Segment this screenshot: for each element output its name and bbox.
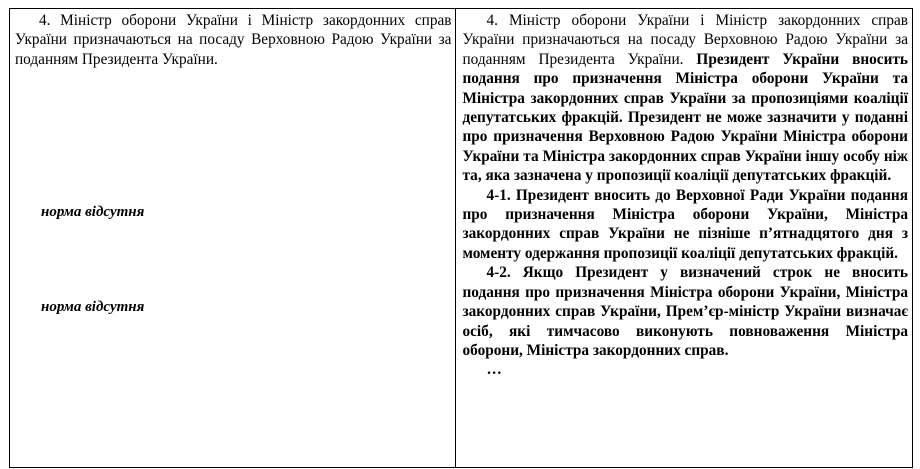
comparison-table	[9, 8, 913, 468]
proposed-paragraph-4-regular: 4. Міністр оборони України і Міністр закордонних справ України призначаються на посаду Верховною Радою України за поданням Президента України.	[462, 12, 908, 68]
proposed-paragraph-4-1: 4-1. Президент вносить до Верховної Ради України подання про призначення Міністра оборони України, Міністра закордонних справ України не пізніше п’ятнадцятого дня з моменту одержання пропозиції коаліції депутатських фракцій.	[462, 186, 908, 262]
ellipsis: …	[486, 361, 502, 379]
norm-absent-label: норма відсутня	[41, 299, 145, 315]
proposed-paragraph-4-bold: Президент України вносить подання про призначення Міністра оборони України та Міністра закордонних справ України за пропозиціями коаліції депутатських фракцій. Президент не може зазначити у поданні про призначення Верховною Радою України Міністра оборони України та Міністра закордонних справ України іншу особу ніж та, яка зазначена у пропозиції коаліції депутатських фракцій.	[462, 50, 909, 185]
table-row	[10, 9, 913, 468]
proposed-paragraph-4-2: 4-2. Якщо Президент у визначений строк не вносить подання про призначення Міністра оборони України, Міністра закордонних справ України, Прем’єр-міністр України визначає осіб, які тимчасово виконують повноваження Міністра оборони, Міністра закордонних справ.	[462, 264, 908, 359]
proposed-text-cell	[456, 9, 913, 468]
current-text-content	[10, 9, 455, 469]
norm-absent-label: норма відсутня	[41, 204, 145, 220]
proposed-text-content	[456, 9, 912, 380]
current-text-cell	[10, 9, 456, 468]
proposed-paragraph-4	[462, 11, 908, 186]
current-paragraph-4: 4. Міністр оборони України і Міністр закордонних справ України призначаються на посаду Верховною Радою України за поданням Президента України.	[15, 12, 452, 68]
